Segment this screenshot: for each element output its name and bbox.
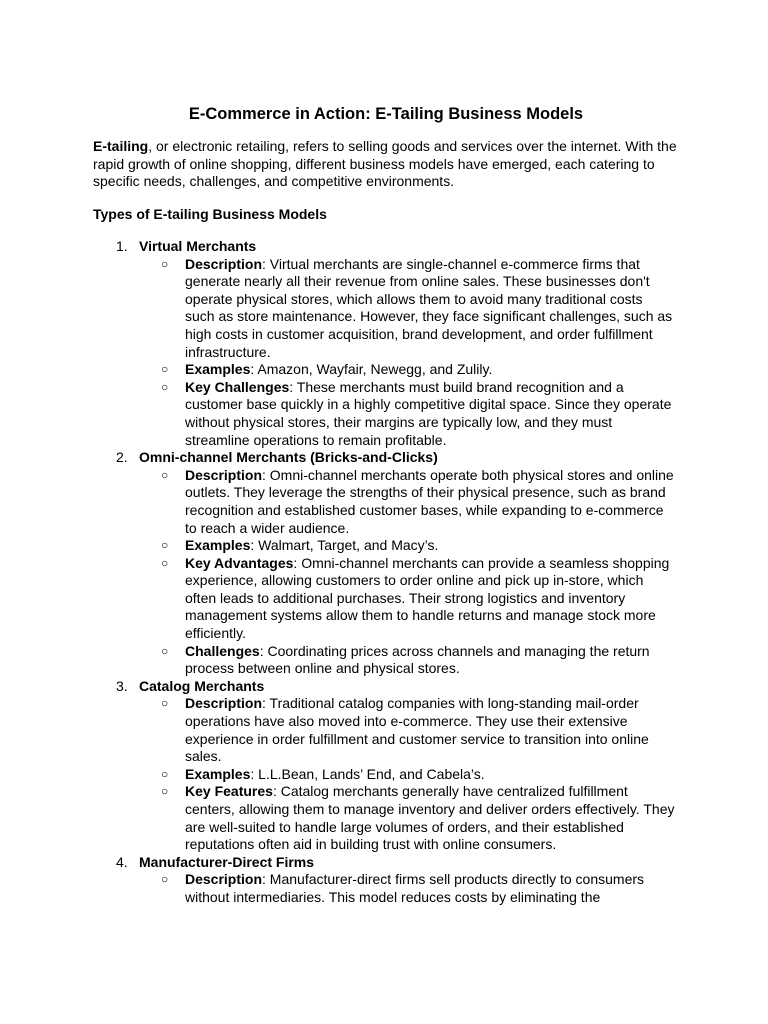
bullet-circle-icon: ○ — [161, 467, 169, 482]
bullet-circle-icon: ○ — [161, 379, 169, 394]
model-point — [0, 379, 675, 449]
bullet-circle-icon: ○ — [161, 872, 169, 887]
models-list — [0, 238, 768, 907]
intro-term: E-tailing — [93, 138, 149, 154]
bullet-circle-icon: ○ — [161, 643, 169, 658]
point-text: : Coordinating prices across channels and managing the return process between online and physical stores. — [185, 642, 650, 677]
point-label: Examples — [185, 361, 251, 378]
model-name: Manufacturer-Direct Firms — [139, 853, 315, 870]
model-point — [0, 256, 675, 362]
model-number: 1. — [116, 238, 128, 254]
model-number: 3. — [116, 677, 128, 694]
point-text: : Omni-channel merchants operate both physical stores and online outlets. They leverage the strengths of their physical presence, such as brand recognition and established customer bases, while expanding to e-commerce to reach a wider audience. — [185, 466, 674, 536]
point-label: Description — [185, 466, 263, 483]
point-text: : Omni-channel merchants can provide a seamless shopping experience, allowing customers to order online and pick up in-store, which often leads to additional purchases. Their strong logistics and inventory management systems allow them to handle returns and manage stock more efficiently. — [185, 554, 670, 642]
model-point — [0, 695, 675, 765]
model-number: 4. — [116, 853, 128, 870]
point-label: Examples — [185, 765, 251, 782]
model-item — [0, 854, 768, 907]
model-heading — [0, 854, 768, 872]
model-item — [0, 678, 768, 854]
point-text: : Manufacturer-direct firms sell products directly to consumers without intermediaries. This model reduces costs by eliminating the — [185, 871, 645, 905]
intro-paragraph — [93, 138, 683, 191]
point-text: : Walmart, Target, and Macy’s. — [250, 537, 439, 554]
bullet-circle-icon: ○ — [161, 696, 169, 711]
model-point — [0, 643, 675, 678]
point-label: Challenges — [185, 642, 260, 659]
intro-text: , or electronic retailing, refers to selling goods and services over the internet. With the rapid growth of online shopping, different business models have emerged, each catering to specific needs, challenges, and competitive environments. — [93, 138, 677, 190]
bullet-circle-icon: ○ — [161, 256, 169, 271]
point-label: Description — [185, 255, 263, 272]
point-label: Key Challenges — [185, 378, 290, 395]
point-text: : These merchants must build brand recognition and a customer base quickly in a highly competitive digital space. Since they operate without physical stores, their margins are typically low, and they must streamline operations to remain profitable. — [185, 378, 672, 448]
model-point — [0, 555, 675, 643]
point-label: Description — [185, 871, 263, 888]
model-point — [0, 537, 675, 555]
model-name: Omni-channel Merchants (Bricks-and-Clicks) — [139, 449, 438, 466]
point-text: : Traditional catalog companies with long-standing mail-order operations have also moved into e-commerce. They use their extensive experience in order fulfillment and customer service to transition into online sales. — [185, 695, 649, 765]
model-name: Virtual Merchants — [139, 238, 257, 254]
model-heading — [0, 449, 768, 467]
document-title: E-Commerce in Action: E-Tailing Business Models — [188, 105, 584, 123]
model-item — [0, 449, 768, 678]
model-point — [0, 766, 675, 784]
section-heading: Types of E-tailing Business Models — [93, 206, 327, 222]
bullet-circle-icon: ○ — [161, 766, 169, 781]
model-name: Catalog Merchants — [139, 677, 265, 694]
point-label: Description — [185, 695, 263, 712]
point-text: : Catalog merchants generally have centralized fulfillment centers, allowing them to manage inventory and deliver orders effectively. They are well-suited to handle large volumes of orders, and their established reputations often aid in building trust with online consumers. — [185, 783, 675, 853]
point-label: Examples — [185, 537, 251, 554]
model-heading — [0, 678, 768, 696]
model-point — [0, 783, 675, 853]
point-text: : Amazon, Wayfair, Newegg, and Zulily. — [250, 361, 493, 378]
model-item — [0, 238, 768, 449]
point-label: Key Features — [185, 783, 273, 800]
bullet-circle-icon: ○ — [161, 362, 169, 377]
point-text: : L.L.Bean, Lands’ End, and Cabela’s. — [250, 765, 485, 782]
model-number: 2. — [116, 449, 128, 466]
point-label: Key Advantages — [185, 554, 294, 571]
bullet-circle-icon: ○ — [161, 538, 169, 553]
model-point — [0, 871, 675, 906]
model-point — [0, 361, 675, 379]
bullet-circle-icon: ○ — [161, 555, 169, 570]
point-text: : Virtual merchants are single-channel e-commerce firms that generate nearly all their revenue from online sales. These businesses don't operate physical stores, which allows them to avoid many traditional costs such as store maintenance. However, they face significant challenges, such as high costs in customer acquisition, brand development, and order fulfillment infrastructure. — [185, 255, 673, 360]
model-heading — [0, 238, 768, 256]
bullet-circle-icon: ○ — [161, 784, 169, 799]
model-point — [0, 467, 675, 537]
